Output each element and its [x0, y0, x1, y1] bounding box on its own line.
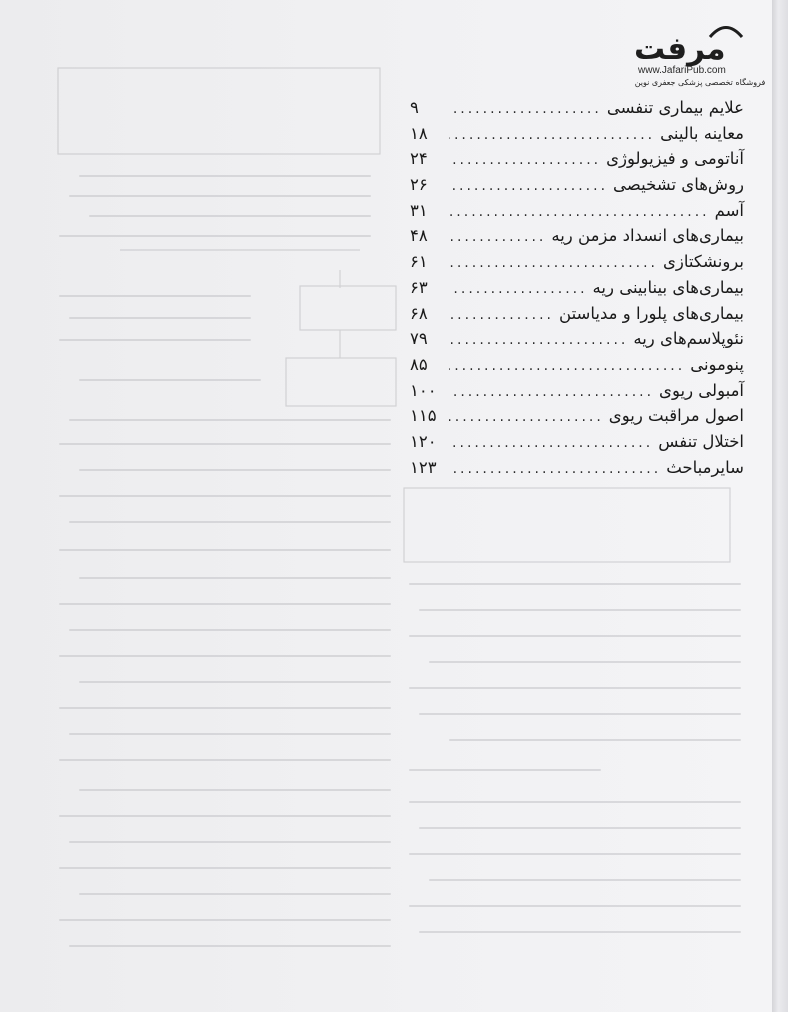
toc-entry-page: ۷۹ [410, 329, 428, 349]
toc-entry-title: آمبولی ریوی [659, 380, 744, 400]
toc-leader-dots [449, 384, 654, 400]
toc-leader-dots [449, 332, 628, 348]
publisher-logo [626, 20, 772, 100]
toc-entry-title: اختلال تنفس [658, 431, 744, 451]
logo-tagline: فروشگاه تخصصی پزشکی جعفری نوین [634, 78, 766, 87]
toc-entry-page: ۱۸ [410, 123, 428, 143]
toc-entry [410, 432, 744, 458]
faint-box-mid [300, 286, 396, 330]
toc-leader-dots [449, 178, 608, 194]
faint-box-top [58, 68, 380, 154]
toc-entry [410, 175, 744, 201]
logo-wordmark: مرفت [634, 31, 726, 67]
toc-leader-dots [449, 101, 602, 117]
toc-entry [410, 406, 744, 432]
toc-leader-dots [449, 409, 604, 425]
toc-entry-page: ۴۸ [410, 226, 428, 246]
toc-entry [410, 149, 744, 175]
table-of-contents [410, 98, 744, 483]
toc-leader-dots [449, 204, 710, 220]
faint-box-right [404, 488, 730, 562]
toc-entry [410, 201, 744, 227]
logo-url: www.JafariPub.com [638, 65, 726, 76]
toc-entry-title: بیماری‌های پلورا و مدیاستن [559, 303, 744, 323]
toc-entry-page: ۱۲۳ [410, 457, 437, 477]
page-edge-shadow [772, 0, 788, 1012]
toc-leader-dots [449, 152, 601, 168]
toc-entry-page: ۱۰۰ [410, 380, 437, 400]
toc-entry-title: بیماری‌های بینابینی ریه [592, 277, 744, 297]
toc-entry-page: ۹ [410, 98, 419, 117]
toc-entry-page: ۸۵ [410, 354, 428, 374]
toc-entry [410, 98, 744, 124]
toc-entry-title: سایرمباحث [666, 457, 744, 477]
faint-box-lower [286, 358, 396, 406]
toc-leader-dots [449, 435, 653, 451]
toc-leader-dots [449, 229, 546, 245]
toc-entry [410, 329, 744, 355]
toc-entry-page: ۶۳ [410, 277, 428, 297]
toc-entry-page: ۲۴ [410, 149, 428, 169]
toc-entry [410, 355, 744, 381]
toc-entry-title: پنومونی [690, 354, 744, 374]
toc-entry-title: برونشکتازی [663, 252, 744, 272]
toc-entry-title: آناتومی و فیزیولوژی [606, 149, 744, 169]
toc-entry [410, 252, 744, 278]
toc-leader-dots [449, 358, 685, 374]
toc-leader-dots [449, 127, 655, 143]
toc-leader-dots [449, 307, 554, 323]
toc-entry [410, 304, 744, 330]
toc-entry-page: ۲۶ [410, 175, 428, 195]
toc-leader-dots [449, 255, 658, 271]
toc-entry-title: معاینه بالینی [660, 123, 744, 143]
toc-entry-page: ۶۱ [410, 252, 428, 272]
toc-entry-page: ۱۲۰ [410, 431, 437, 451]
toc-entry-page: ۱۱۵ [410, 406, 437, 426]
toc-entry-title: بیماری‌های انسداد مزمن ریه [551, 226, 744, 246]
toc-entry [410, 124, 744, 150]
toc-entry-page: ۳۱ [410, 200, 428, 220]
toc-entry-page: ۶۸ [410, 303, 428, 323]
toc-entry-title: روش‌های تشخیصی [613, 175, 744, 195]
toc-entry-title: آسم [714, 200, 744, 220]
toc-entry [410, 458, 744, 484]
toc-leader-dots [449, 281, 588, 297]
toc-entry-title: نئوپلاسم‌های ریه [633, 329, 744, 349]
toc-entry [410, 226, 744, 252]
toc-leader-dots [449, 461, 661, 477]
toc-entry-title: علایم بیماری تنفسی [606, 98, 744, 117]
toc-entry-title: اصول مراقبت ریوی [608, 406, 744, 426]
toc-entry [410, 381, 744, 407]
toc-entry [410, 278, 744, 304]
